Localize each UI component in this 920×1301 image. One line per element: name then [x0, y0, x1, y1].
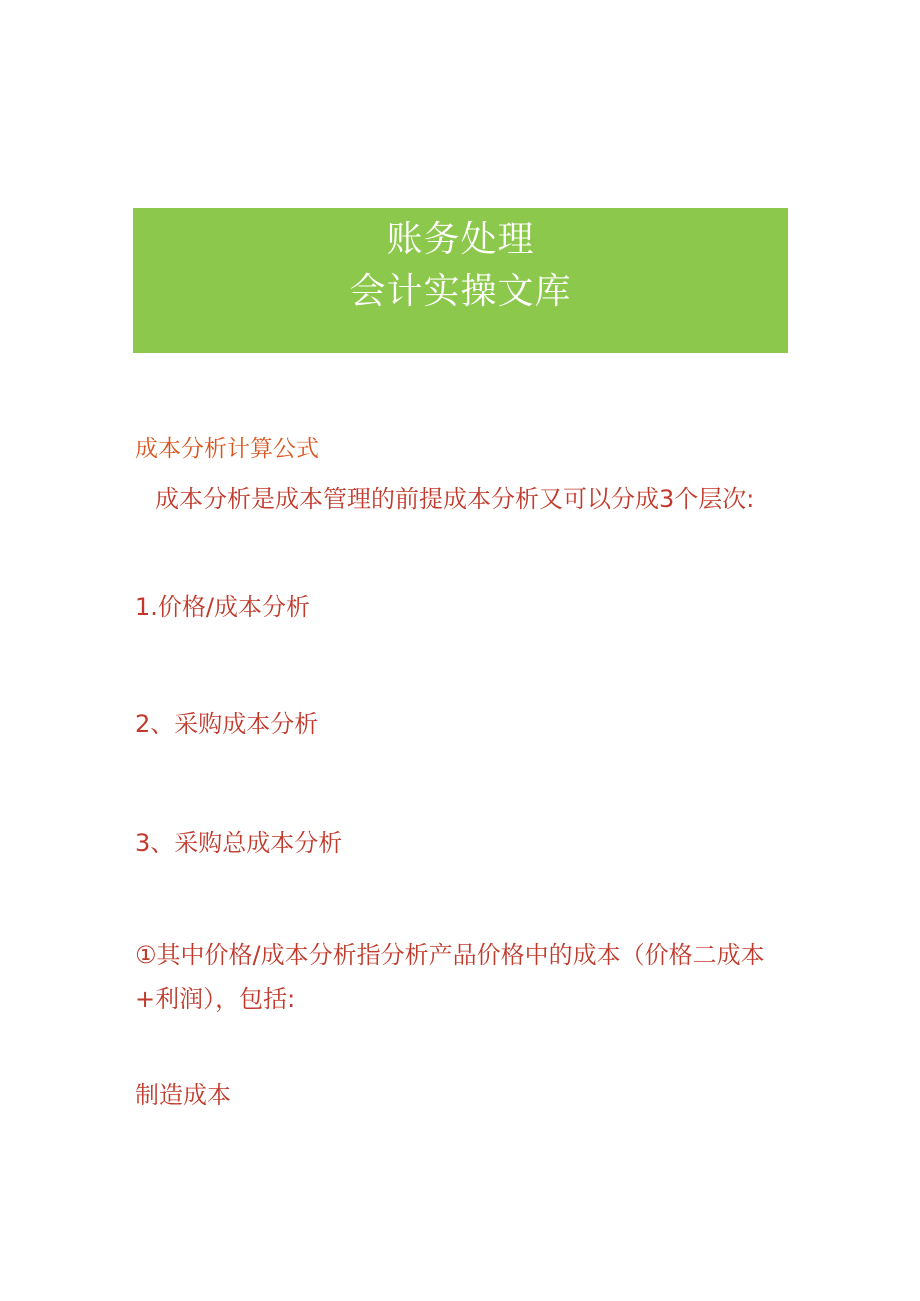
title-banner — [133, 208, 788, 353]
list-item-3: 3、采购总成本分析 — [135, 829, 343, 857]
banner-title-line2: 会计实操文库 — [349, 271, 572, 312]
intro-paragraph: 成本分析是成本管理的前提成本分析又可以分成3个层次: — [155, 485, 755, 513]
detail-paragraph: ①其中价格/成本分析指分析产品价格中的成本（价格二成本+利润），包括: — [135, 941, 765, 1013]
list-item-1: 1.价格/成本分析 — [135, 593, 310, 621]
section-heading: 成本分析计算公式 — [135, 436, 319, 462]
list-item-2: 2、采购成本分析 — [135, 710, 319, 738]
list-item-manufacturing-cost: 制造成本 — [135, 1081, 231, 1109]
banner-title-line1: 账务处理 — [386, 219, 535, 260]
